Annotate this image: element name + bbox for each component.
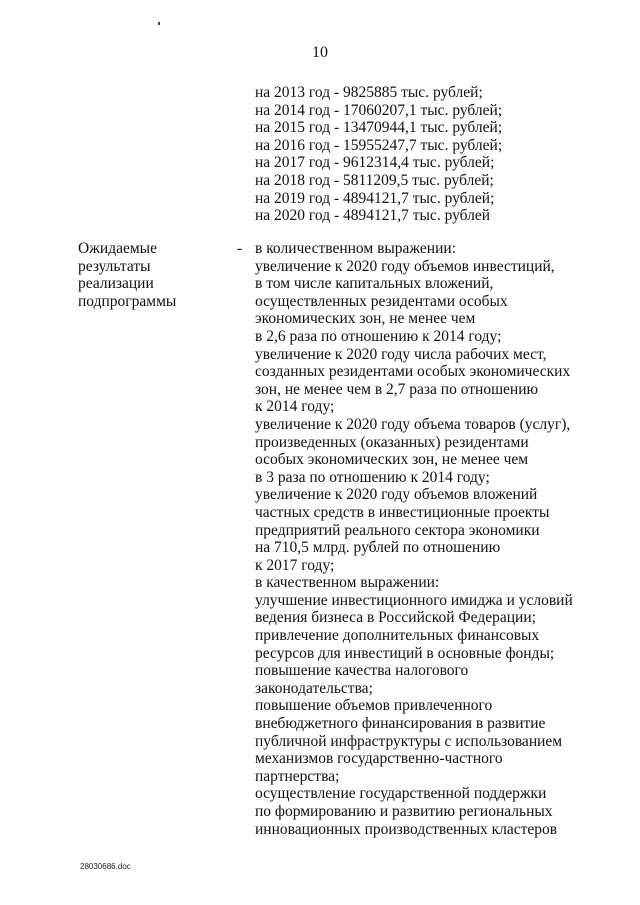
results-line: законодательства; (255, 679, 373, 697)
results-line: к 2014 году; (255, 398, 335, 416)
results-line: к 2017 году; (255, 556, 335, 574)
results-line: произведенных (оказанных) резидентами (255, 433, 529, 451)
section-dash: - (237, 240, 243, 257)
page-number: 10 (312, 44, 328, 61)
funding-by-year-list (255, 84, 625, 225)
section-label-line: подпрограммы (78, 292, 177, 310)
results-line: привлечение дополнительных финансовых (255, 627, 540, 645)
results-line: в том числе капитальных вложений, (255, 275, 494, 293)
funding-line: на 2019 год - 4894121,7 тыс. рублей; (255, 189, 495, 207)
funding-line: на 2013 год - 9825885 тыс. рублей; (255, 84, 483, 101)
section-label-line: Ожидаемые (78, 240, 157, 257)
results-line: увеличение к 2020 году объема товаров (услуг), (255, 415, 571, 433)
section-label-line: реализации (78, 275, 154, 293)
document-footer-filename: 28030686.doc (80, 862, 131, 871)
results-line: в качественном выражении: (255, 574, 440, 592)
results-line: ресурсов для инвестиций в основные фонды; (255, 644, 555, 662)
funding-line: на 2020 год - 4894121,7 тыс. рублей (255, 207, 491, 225)
section-label (78, 240, 228, 310)
results-line: на 710,5 млрд. рублей по отношению (255, 539, 501, 557)
funding-line: на 2014 год - 17060207,1 тыс. рублей; (255, 101, 503, 119)
results-line: предприятий реального сектора экономики (255, 521, 540, 539)
results-line: увеличение к 2020 году объемов вложений (255, 486, 538, 504)
results-line: публичной инфраструктуры с использованием (255, 732, 563, 750)
results-line: повышение объемов привлеченного (255, 697, 493, 715)
results-line: улучшение инвестиционного имиджа и условий (255, 591, 573, 609)
results-line: частных средств в инвестиционные проекты (255, 503, 550, 521)
expected-results-text (255, 240, 625, 838)
results-line: в количественном выражении: (255, 240, 457, 257)
section-label-line: результаты (78, 257, 151, 275)
results-line: механизмов государственно-частного (255, 750, 503, 768)
funding-line: на 2016 год - 15955247,7 тыс. рублей; (255, 136, 503, 154)
results-line: увеличение к 2020 году объемов инвестиций, (255, 257, 555, 275)
results-line: созданных резидентами особых экономических (255, 363, 571, 381)
results-line: ведения бизнеса в Российской Федерации; (255, 609, 536, 627)
results-line: осуществленных резидентами особых (255, 292, 508, 310)
results-line: зон, не менее чем в 2,7 раза по отношению (255, 380, 539, 398)
results-line: инновационных производственных кластеров (255, 820, 558, 838)
results-line: внебюджетного финансирования в развитие (255, 715, 546, 733)
results-line: осуществление государственной поддержки (255, 785, 547, 803)
results-line: экономических зон, не менее чем (255, 310, 476, 328)
funding-line: на 2015 год - 13470944,1 тыс. рублей; (255, 119, 503, 137)
results-line: увеличение к 2020 году числа рабочих мест, (255, 345, 547, 363)
scan-speck (158, 22, 160, 25)
funding-line: на 2018 год - 5811209,5 тыс. рублей; (255, 171, 494, 189)
results-line: по формированию и развитию региональных (255, 803, 553, 820)
results-line: повышение качества налогового (255, 662, 469, 680)
results-line: особых экономических зон, не менее чем (255, 451, 529, 469)
results-line: партнерства; (255, 767, 340, 785)
results-line: в 3 раза по отношению к 2014 году; (255, 468, 490, 486)
funding-line: на 2017 год - 9612314,4 тыс. рублей; (255, 154, 495, 172)
results-line: в 2,6 раза по отношению к 2014 году; (255, 327, 502, 345)
